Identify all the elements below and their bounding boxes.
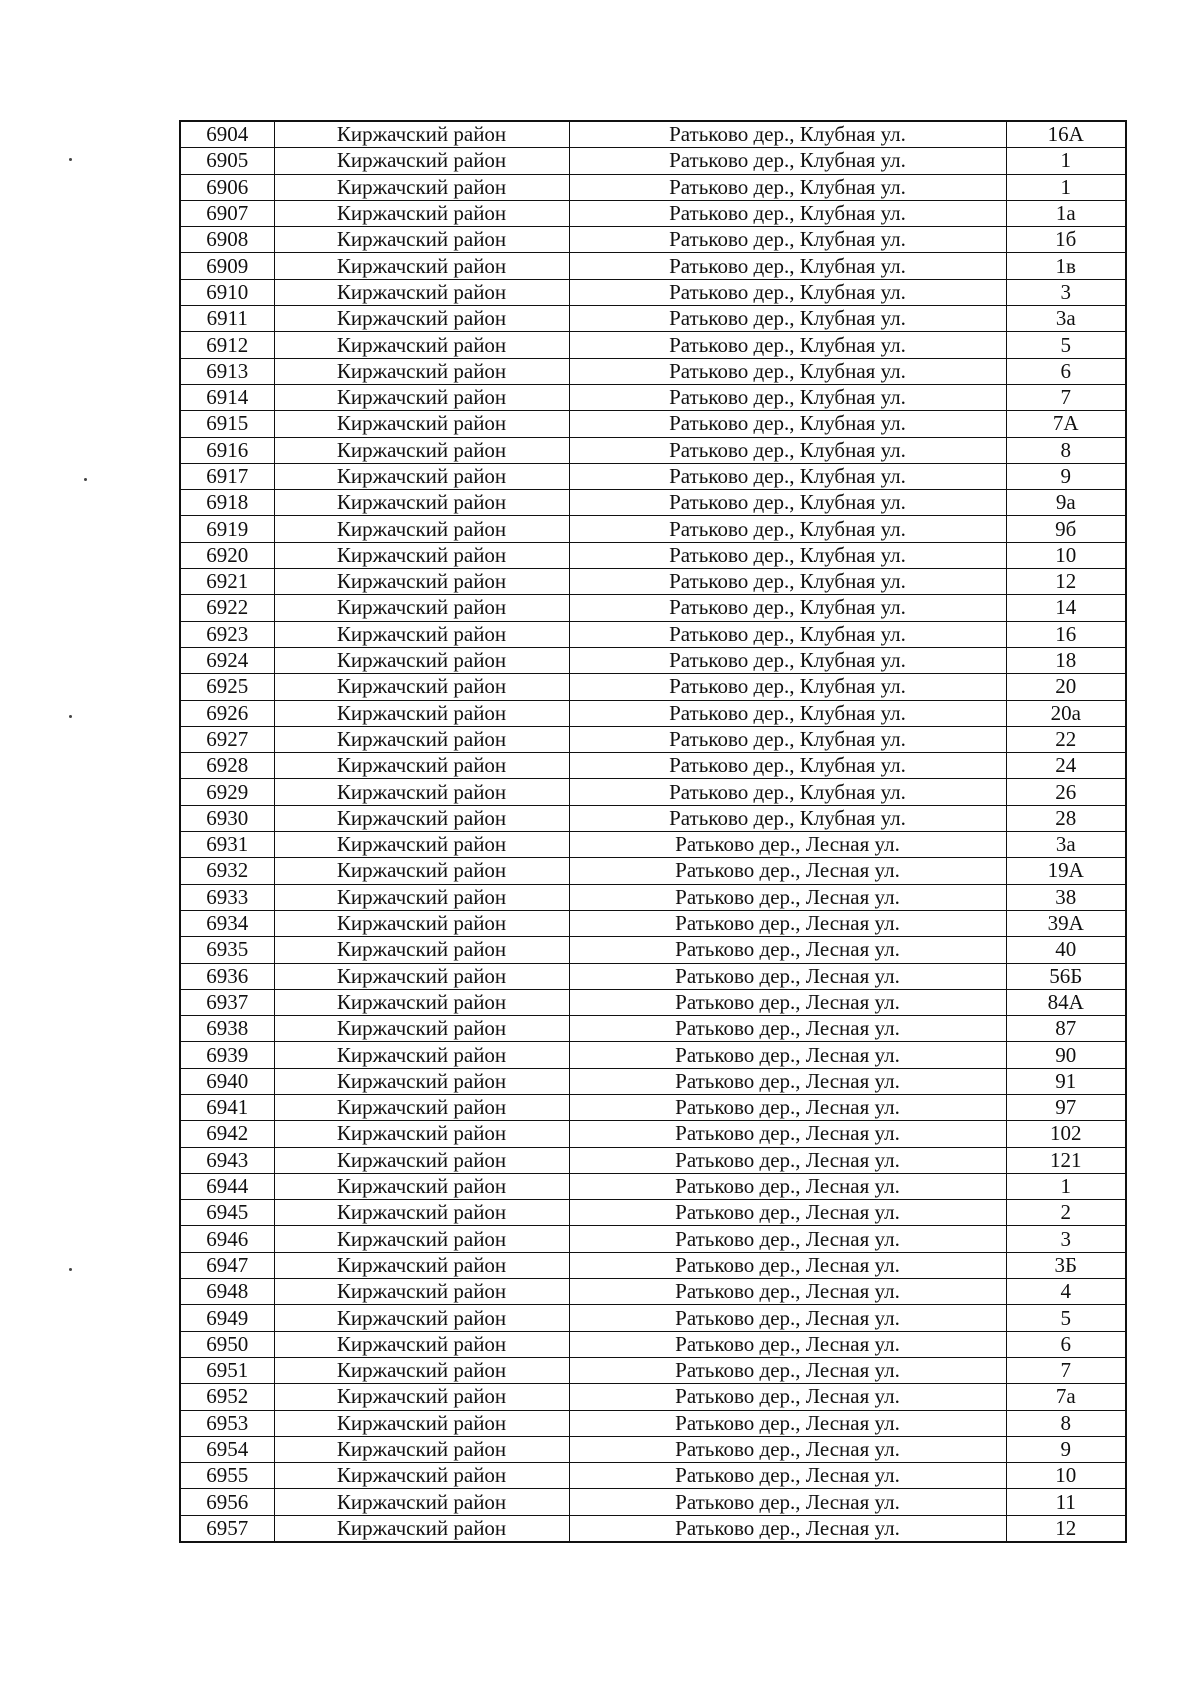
address-cell: Ратьково дер., Лесная ул. [569, 910, 1006, 936]
address-cell: Ратьково дер., Лесная ул. [569, 1042, 1006, 1068]
district-cell: Киржачский район [274, 358, 569, 384]
district-cell: Киржачский район [274, 1436, 569, 1462]
district-cell: Киржачский район [274, 779, 569, 805]
district-cell: Киржачский район [274, 1357, 569, 1383]
scan-speck [69, 1268, 72, 1271]
house-number-cell: 3а [1006, 306, 1126, 332]
row-number-cell: 6941 [180, 1094, 274, 1120]
table-row [180, 884, 1126, 910]
district-cell: Киржачский район [274, 647, 569, 673]
house-number-cell: 39А [1006, 910, 1126, 936]
table-row [180, 542, 1126, 568]
table-row [180, 148, 1126, 174]
table-row [180, 910, 1126, 936]
address-cell: Ратьково дер., Лесная ул. [569, 832, 1006, 858]
district-cell: Киржачский район [274, 1410, 569, 1436]
district-cell: Киржачский район [274, 1094, 569, 1120]
table-row [180, 253, 1126, 279]
house-number-cell: 1 [1006, 174, 1126, 200]
address-cell: Ратьково дер., Лесная ул. [569, 1384, 1006, 1410]
table-row [180, 437, 1126, 463]
district-cell: Киржачский район [274, 384, 569, 410]
house-number-cell: 10 [1006, 1463, 1126, 1489]
district-cell: Киржачский район [274, 989, 569, 1015]
address-cell: Ратьково дер., Клубная ул. [569, 306, 1006, 332]
district-cell: Киржачский район [274, 1252, 569, 1278]
table-row [180, 227, 1126, 253]
table-row [180, 674, 1126, 700]
house-number-cell: 26 [1006, 779, 1126, 805]
address-cell: Ратьково дер., Лесная ул. [569, 1357, 1006, 1383]
district-cell: Киржачский район [274, 910, 569, 936]
house-number-cell: 3Б [1006, 1252, 1126, 1278]
district-cell: Киржачский район [274, 174, 569, 200]
district-cell: Киржачский район [274, 1384, 569, 1410]
table-row [180, 1094, 1126, 1120]
table-row [180, 1305, 1126, 1331]
house-number-cell: 40 [1006, 937, 1126, 963]
district-cell: Киржачский район [274, 1489, 569, 1515]
table-row [180, 332, 1126, 358]
house-number-cell: 8 [1006, 437, 1126, 463]
district-cell: Киржачский район [274, 411, 569, 437]
table-row [180, 306, 1126, 332]
address-cell: Ратьково дер., Лесная ул. [569, 1200, 1006, 1226]
address-cell: Ратьково дер., Лесная ул. [569, 1489, 1006, 1515]
row-number-cell: 6950 [180, 1331, 274, 1357]
address-cell: Ратьково дер., Клубная ул. [569, 200, 1006, 226]
table-row [180, 569, 1126, 595]
district-cell: Киржачский район [274, 332, 569, 358]
district-cell: Киржачский район [274, 1173, 569, 1199]
row-number-cell: 6923 [180, 621, 274, 647]
house-number-cell: 12 [1006, 1515, 1126, 1542]
registry-table-body [180, 121, 1126, 1542]
district-cell: Киржачский район [274, 148, 569, 174]
address-cell: Ратьково дер., Клубная ул. [569, 542, 1006, 568]
table-row [180, 1042, 1126, 1068]
address-cell: Ратьково дер., Клубная ул. [569, 569, 1006, 595]
row-number-cell: 6931 [180, 832, 274, 858]
address-cell: Ратьково дер., Клубная ул. [569, 279, 1006, 305]
table-row [180, 832, 1126, 858]
table-row [180, 1331, 1126, 1357]
table-row [180, 1226, 1126, 1252]
district-cell: Киржачский район [274, 227, 569, 253]
house-number-cell: 9 [1006, 1436, 1126, 1462]
table-row [180, 384, 1126, 410]
address-cell: Ратьково дер., Лесная ул. [569, 963, 1006, 989]
row-number-cell: 6936 [180, 963, 274, 989]
address-cell: Ратьково дер., Клубная ул. [569, 595, 1006, 621]
house-number-cell: 12 [1006, 569, 1126, 595]
house-number-cell: 14 [1006, 595, 1126, 621]
table-row [180, 1068, 1126, 1094]
house-number-cell: 8 [1006, 1410, 1126, 1436]
house-number-cell: 28 [1006, 805, 1126, 831]
house-number-cell: 7а [1006, 1384, 1126, 1410]
row-number-cell: 6909 [180, 253, 274, 279]
row-number-cell: 6951 [180, 1357, 274, 1383]
table-row [180, 200, 1126, 226]
row-number-cell: 6906 [180, 174, 274, 200]
row-number-cell: 6905 [180, 148, 274, 174]
address-cell: Ратьково дер., Клубная ул. [569, 753, 1006, 779]
table-row [180, 1436, 1126, 1462]
row-number-cell: 6940 [180, 1068, 274, 1094]
house-number-cell: 20 [1006, 674, 1126, 700]
row-number-cell: 6942 [180, 1121, 274, 1147]
address-cell: Ратьково дер., Клубная ул. [569, 516, 1006, 542]
district-cell: Киржачский район [274, 490, 569, 516]
district-cell: Киржачский район [274, 306, 569, 332]
table-row [180, 1200, 1126, 1226]
house-number-cell: 87 [1006, 1016, 1126, 1042]
house-number-cell: 1 [1006, 148, 1126, 174]
row-number-cell: 6916 [180, 437, 274, 463]
table-row [180, 1357, 1126, 1383]
address-cell: Ратьково дер., Клубная ул. [569, 332, 1006, 358]
house-number-cell: 20а [1006, 700, 1126, 726]
table-row [180, 805, 1126, 831]
row-number-cell: 6955 [180, 1463, 274, 1489]
district-cell: Киржачский район [274, 279, 569, 305]
row-number-cell: 6924 [180, 647, 274, 673]
address-cell: Ратьково дер., Лесная ул. [569, 884, 1006, 910]
row-number-cell: 6907 [180, 200, 274, 226]
house-number-cell: 5 [1006, 1305, 1126, 1331]
district-cell: Киржачский район [274, 674, 569, 700]
house-number-cell: 97 [1006, 1094, 1126, 1120]
row-number-cell: 6910 [180, 279, 274, 305]
district-cell: Киржачский район [274, 858, 569, 884]
row-number-cell: 6945 [180, 1200, 274, 1226]
table-row [180, 279, 1126, 305]
address-cell: Ратьково дер., Клубная ул. [569, 253, 1006, 279]
table-row [180, 121, 1126, 148]
table-row [180, 1384, 1126, 1410]
address-cell: Ратьково дер., Лесная ул. [569, 937, 1006, 963]
address-cell: Ратьково дер., Клубная ул. [569, 227, 1006, 253]
house-number-cell: 16 [1006, 621, 1126, 647]
row-number-cell: 6904 [180, 121, 274, 148]
district-cell: Киржачский район [274, 121, 569, 148]
row-number-cell: 6914 [180, 384, 274, 410]
district-cell: Киржачский район [274, 1305, 569, 1331]
house-number-cell: 1в [1006, 253, 1126, 279]
table-row [180, 647, 1126, 673]
row-number-cell: 6935 [180, 937, 274, 963]
table-row [180, 858, 1126, 884]
row-number-cell: 6952 [180, 1384, 274, 1410]
table-row [180, 595, 1126, 621]
row-number-cell: 6925 [180, 674, 274, 700]
house-number-cell: 16А [1006, 121, 1126, 148]
house-number-cell: 38 [1006, 884, 1126, 910]
table-row [180, 1489, 1126, 1515]
house-number-cell: 2 [1006, 1200, 1126, 1226]
house-number-cell: 9б [1006, 516, 1126, 542]
address-cell: Ратьково дер., Лесная ул. [569, 1147, 1006, 1173]
house-number-cell: 1б [1006, 227, 1126, 253]
district-cell: Киржачский район [274, 805, 569, 831]
row-number-cell: 6943 [180, 1147, 274, 1173]
row-number-cell: 6929 [180, 779, 274, 805]
address-cell: Ратьково дер., Лесная ул. [569, 1515, 1006, 1542]
address-cell: Ратьково дер., Лесная ул. [569, 1068, 1006, 1094]
row-number-cell: 6920 [180, 542, 274, 568]
table-row [180, 700, 1126, 726]
table-row [180, 1463, 1126, 1489]
row-number-cell: 6933 [180, 884, 274, 910]
address-cell: Ратьково дер., Клубная ул. [569, 779, 1006, 805]
house-number-cell: 3 [1006, 1226, 1126, 1252]
table-row [180, 358, 1126, 384]
district-cell: Киржачский район [274, 463, 569, 489]
house-number-cell: 56Б [1006, 963, 1126, 989]
row-number-cell: 6911 [180, 306, 274, 332]
house-number-cell: 6 [1006, 358, 1126, 384]
house-number-cell: 3а [1006, 832, 1126, 858]
table-row [180, 937, 1126, 963]
row-number-cell: 6915 [180, 411, 274, 437]
address-cell: Ратьково дер., Клубная ул. [569, 700, 1006, 726]
house-number-cell: 4 [1006, 1279, 1126, 1305]
address-cell: Ратьково дер., Клубная ул. [569, 463, 1006, 489]
address-cell: Ратьково дер., Лесная ул. [569, 1279, 1006, 1305]
district-cell: Киржачский район [274, 1226, 569, 1252]
table-row [180, 1252, 1126, 1278]
row-number-cell: 6947 [180, 1252, 274, 1278]
address-cell: Ратьково дер., Лесная ул. [569, 1252, 1006, 1278]
district-cell: Киржачский район [274, 1042, 569, 1068]
table-row [180, 1279, 1126, 1305]
house-number-cell: 7 [1006, 1357, 1126, 1383]
row-number-cell: 6908 [180, 227, 274, 253]
address-cell: Ратьково дер., Клубная ул. [569, 121, 1006, 148]
row-number-cell: 6922 [180, 595, 274, 621]
table-row [180, 621, 1126, 647]
district-cell: Киржачский район [274, 832, 569, 858]
scan-speck [84, 478, 87, 481]
house-number-cell: 3 [1006, 279, 1126, 305]
house-number-cell: 121 [1006, 1147, 1126, 1173]
district-cell: Киржачский район [274, 753, 569, 779]
row-number-cell: 6954 [180, 1436, 274, 1462]
district-cell: Киржачский район [274, 595, 569, 621]
row-number-cell: 6934 [180, 910, 274, 936]
house-number-cell: 7 [1006, 384, 1126, 410]
house-number-cell: 5 [1006, 332, 1126, 358]
district-cell: Киржачский район [274, 726, 569, 752]
address-cell: Ратьково дер., Лесная ул. [569, 1016, 1006, 1042]
house-number-cell: 10 [1006, 542, 1126, 568]
address-cell: Ратьково дер., Лесная ул. [569, 1121, 1006, 1147]
row-number-cell: 6948 [180, 1279, 274, 1305]
district-cell: Киржачский район [274, 542, 569, 568]
address-cell: Ратьково дер., Клубная ул. [569, 621, 1006, 647]
table-row [180, 726, 1126, 752]
table-row [180, 463, 1126, 489]
house-number-cell: 1а [1006, 200, 1126, 226]
district-cell: Киржачский район [274, 884, 569, 910]
address-cell: Ратьково дер., Клубная ул. [569, 490, 1006, 516]
district-cell: Киржачский район [274, 963, 569, 989]
address-cell: Ратьково дер., Лесная ул. [569, 1463, 1006, 1489]
row-number-cell: 6912 [180, 332, 274, 358]
house-number-cell: 11 [1006, 1489, 1126, 1515]
district-cell: Киржачский район [274, 1016, 569, 1042]
table-row [180, 516, 1126, 542]
district-cell: Киржачский район [274, 200, 569, 226]
row-number-cell: 6944 [180, 1173, 274, 1199]
address-cell: Ратьково дер., Клубная ул. [569, 726, 1006, 752]
row-number-cell: 6926 [180, 700, 274, 726]
house-number-cell: 6 [1006, 1331, 1126, 1357]
address-cell: Ратьково дер., Лесная ул. [569, 1331, 1006, 1357]
table-row [180, 1173, 1126, 1199]
address-cell: Ратьково дер., Лесная ул. [569, 1226, 1006, 1252]
row-number-cell: 6956 [180, 1489, 274, 1515]
district-cell: Киржачский район [274, 621, 569, 647]
district-cell: Киржачский район [274, 1068, 569, 1094]
district-cell: Киржачский район [274, 516, 569, 542]
house-number-cell: 1 [1006, 1173, 1126, 1199]
address-cell: Ратьково дер., Лесная ул. [569, 1305, 1006, 1331]
row-number-cell: 6921 [180, 569, 274, 595]
table-row [180, 753, 1126, 779]
row-number-cell: 6932 [180, 858, 274, 884]
district-cell: Киржачский район [274, 1331, 569, 1357]
address-cell: Ратьково дер., Клубная ул. [569, 674, 1006, 700]
house-number-cell: 22 [1006, 726, 1126, 752]
table-row [180, 490, 1126, 516]
table-row [180, 1016, 1126, 1042]
table-row [180, 963, 1126, 989]
row-number-cell: 6937 [180, 989, 274, 1015]
house-number-cell: 84А [1006, 989, 1126, 1015]
row-number-cell: 6953 [180, 1410, 274, 1436]
table-row [180, 174, 1126, 200]
district-cell: Киржачский район [274, 1463, 569, 1489]
table-row [180, 1515, 1126, 1542]
house-number-cell: 18 [1006, 647, 1126, 673]
table-row [180, 989, 1126, 1015]
house-number-cell: 91 [1006, 1068, 1126, 1094]
address-cell: Ратьково дер., Лесная ул. [569, 858, 1006, 884]
house-number-cell: 24 [1006, 753, 1126, 779]
district-cell: Киржачский район [274, 1147, 569, 1173]
table-row [180, 779, 1126, 805]
district-cell: Киржачский район [274, 937, 569, 963]
row-number-cell: 6930 [180, 805, 274, 831]
address-cell: Ратьково дер., Лесная ул. [569, 1410, 1006, 1436]
address-cell: Ратьково дер., Клубная ул. [569, 174, 1006, 200]
row-number-cell: 6946 [180, 1226, 274, 1252]
address-cell: Ратьково дер., Лесная ул. [569, 1436, 1006, 1462]
address-registry-table [179, 120, 1127, 1543]
row-number-cell: 6917 [180, 463, 274, 489]
row-number-cell: 6913 [180, 358, 274, 384]
address-cell: Ратьково дер., Лесная ул. [569, 989, 1006, 1015]
scan-speck [69, 158, 72, 161]
address-cell: Ратьково дер., Клубная ул. [569, 358, 1006, 384]
row-number-cell: 6927 [180, 726, 274, 752]
district-cell: Киржачский район [274, 1279, 569, 1305]
district-cell: Киржачский район [274, 569, 569, 595]
row-number-cell: 6938 [180, 1016, 274, 1042]
address-cell: Ратьково дер., Клубная ул. [569, 437, 1006, 463]
house-number-cell: 19А [1006, 858, 1126, 884]
address-cell: Ратьково дер., Клубная ул. [569, 805, 1006, 831]
district-cell: Киржачский район [274, 1121, 569, 1147]
table-row [180, 1410, 1126, 1436]
scan-speck [69, 715, 72, 718]
address-cell: Ратьково дер., Клубная ул. [569, 384, 1006, 410]
address-cell: Ратьково дер., Клубная ул. [569, 148, 1006, 174]
table-row [180, 1147, 1126, 1173]
house-number-cell: 7А [1006, 411, 1126, 437]
district-cell: Киржачский район [274, 437, 569, 463]
row-number-cell: 6918 [180, 490, 274, 516]
district-cell: Киржачский район [274, 1515, 569, 1542]
address-cell: Ратьково дер., Клубная ул. [569, 647, 1006, 673]
row-number-cell: 6957 [180, 1515, 274, 1542]
row-number-cell: 6939 [180, 1042, 274, 1068]
table-row [180, 1121, 1126, 1147]
district-cell: Киржачский район [274, 253, 569, 279]
address-cell: Ратьково дер., Клубная ул. [569, 411, 1006, 437]
house-number-cell: 102 [1006, 1121, 1126, 1147]
house-number-cell: 9 [1006, 463, 1126, 489]
row-number-cell: 6949 [180, 1305, 274, 1331]
row-number-cell: 6928 [180, 753, 274, 779]
row-number-cell: 6919 [180, 516, 274, 542]
address-cell: Ратьково дер., Лесная ул. [569, 1173, 1006, 1199]
address-cell: Ратьково дер., Лесная ул. [569, 1094, 1006, 1120]
table-row [180, 411, 1126, 437]
district-cell: Киржачский район [274, 1200, 569, 1226]
district-cell: Киржачский район [274, 700, 569, 726]
house-number-cell: 9а [1006, 490, 1126, 516]
house-number-cell: 90 [1006, 1042, 1126, 1068]
